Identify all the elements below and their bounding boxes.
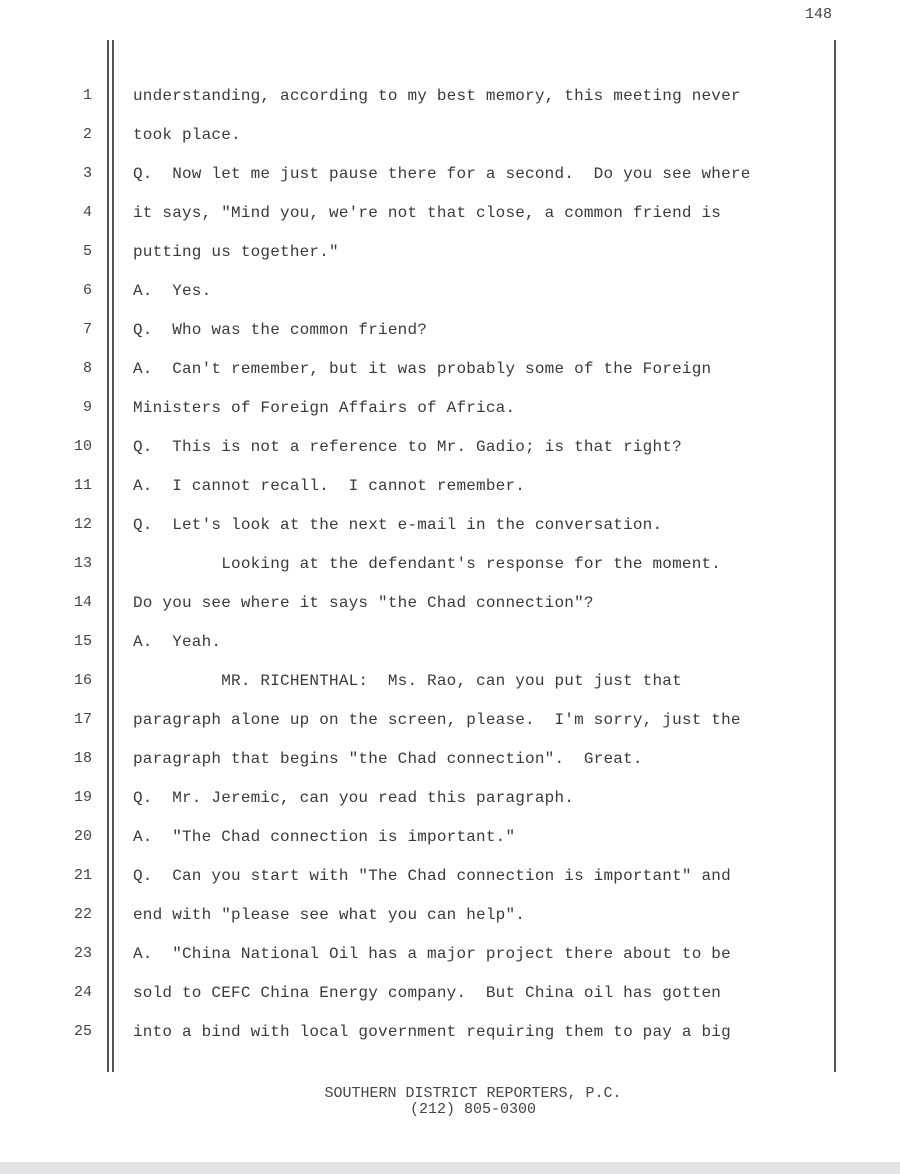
line-text: Looking at the defendant's response for the moment.: [133, 554, 722, 573]
transcript-line: [0, 76, 900, 115]
line-text: A. Yeah.: [133, 632, 222, 651]
transcript-line: [0, 622, 900, 661]
line-text: end with "please see what you can help".: [133, 905, 526, 924]
viewer-bottom-bar: [0, 1162, 900, 1174]
transcript-line: [0, 154, 900, 193]
line-number: 2: [82, 126, 92, 143]
footer-company: SOUTHERN DISTRICT REPORTERS, P.C.: [324, 1085, 622, 1102]
line-number: 11: [73, 477, 92, 494]
transcript-line: [0, 271, 900, 310]
line-text: A. Yes.: [133, 281, 212, 300]
line-text: Q. Now let me just pause there for a second. Do you see where: [133, 164, 751, 183]
line-number: 19: [73, 789, 92, 806]
transcript-line: [0, 583, 900, 622]
footer-phone: (212) 805-0300: [409, 1101, 537, 1118]
transcript-line: [0, 895, 900, 934]
line-number: 14: [73, 594, 92, 611]
line-text: paragraph alone up on the screen, please. I'm sorry, just the: [133, 710, 741, 729]
line-text: A. "China National Oil has a major project there about to be: [133, 944, 731, 963]
line-text: paragraph that begins "the Chad connection". Great.: [133, 749, 643, 768]
line-text: it says, "Mind you, we're not that close, a common friend is: [133, 203, 722, 222]
line-text: Q. Who was the common friend?: [133, 320, 428, 339]
transcript-line: [0, 505, 900, 544]
transcript-line: [0, 661, 900, 700]
line-number: 7: [82, 321, 92, 338]
line-text: A. "The Chad connection is important.": [133, 827, 516, 846]
transcript-line: [0, 388, 900, 427]
line-number: 16: [73, 672, 92, 689]
footer: [0, 1086, 900, 1118]
transcript-line: [0, 739, 900, 778]
transcript-line: [0, 973, 900, 1012]
line-text: sold to CEFC China Energy company. But China oil has gotten: [133, 983, 722, 1002]
line-number: 18: [73, 750, 92, 767]
line-number: 25: [73, 1023, 92, 1040]
line-text: A. Can't remember, but it was probably some of the Foreign: [133, 359, 712, 378]
transcript-line: [0, 817, 900, 856]
line-number: 12: [73, 516, 92, 533]
transcript-line: [0, 544, 900, 583]
line-number: 24: [73, 984, 92, 1001]
transcript-line: [0, 778, 900, 817]
line-text: MR. RICHENTHAL: Ms. Rao, can you put just that: [133, 671, 682, 690]
transcript-line: [0, 856, 900, 895]
line-number: 5: [82, 243, 92, 260]
line-number: 20: [73, 828, 92, 845]
line-number: 4: [82, 204, 92, 221]
transcript-line: [0, 349, 900, 388]
line-text: Ministers of Foreign Affairs of Africa.: [133, 398, 516, 417]
line-number: 13: [73, 555, 92, 572]
transcript-line: [0, 466, 900, 505]
transcript-line: [0, 700, 900, 739]
line-number: 6: [82, 282, 92, 299]
line-text: A. I cannot recall. I cannot remember.: [133, 476, 526, 495]
line-text: Q. Let's look at the next e-mail in the conversation.: [133, 515, 663, 534]
line-text: into a bind with local government requiring them to pay a big: [133, 1022, 731, 1041]
transcript-line: [0, 115, 900, 154]
transcript-line: [0, 1012, 900, 1051]
line-number: 3: [82, 165, 92, 182]
line-text: understanding, according to my best memory, this meeting never: [133, 86, 741, 105]
line-number: 9: [82, 399, 92, 416]
line-text: Do you see where it says "the Chad connection"?: [133, 593, 594, 612]
line-text: putting us together.": [133, 242, 339, 261]
transcript-line: [0, 310, 900, 349]
line-number: 22: [73, 906, 92, 923]
line-text: took place.: [133, 125, 241, 144]
page-number: 148: [804, 6, 832, 23]
line-text: Q. Can you start with "The Chad connection is important" and: [133, 866, 731, 885]
line-number: 23: [73, 945, 92, 962]
transcript-line: [0, 427, 900, 466]
transcript-line: [0, 193, 900, 232]
line-number: 15: [73, 633, 92, 650]
transcript-line: [0, 232, 900, 271]
line-text: Q. Mr. Jeremic, can you read this paragraph.: [133, 788, 575, 807]
line-number: 17: [73, 711, 92, 728]
line-number: 8: [82, 360, 92, 377]
line-text: Q. This is not a reference to Mr. Gadio; is that right?: [133, 437, 682, 456]
line-number: 21: [73, 867, 92, 884]
transcript-line: [0, 934, 900, 973]
line-number: 10: [73, 438, 92, 455]
line-number: 1: [82, 87, 92, 104]
